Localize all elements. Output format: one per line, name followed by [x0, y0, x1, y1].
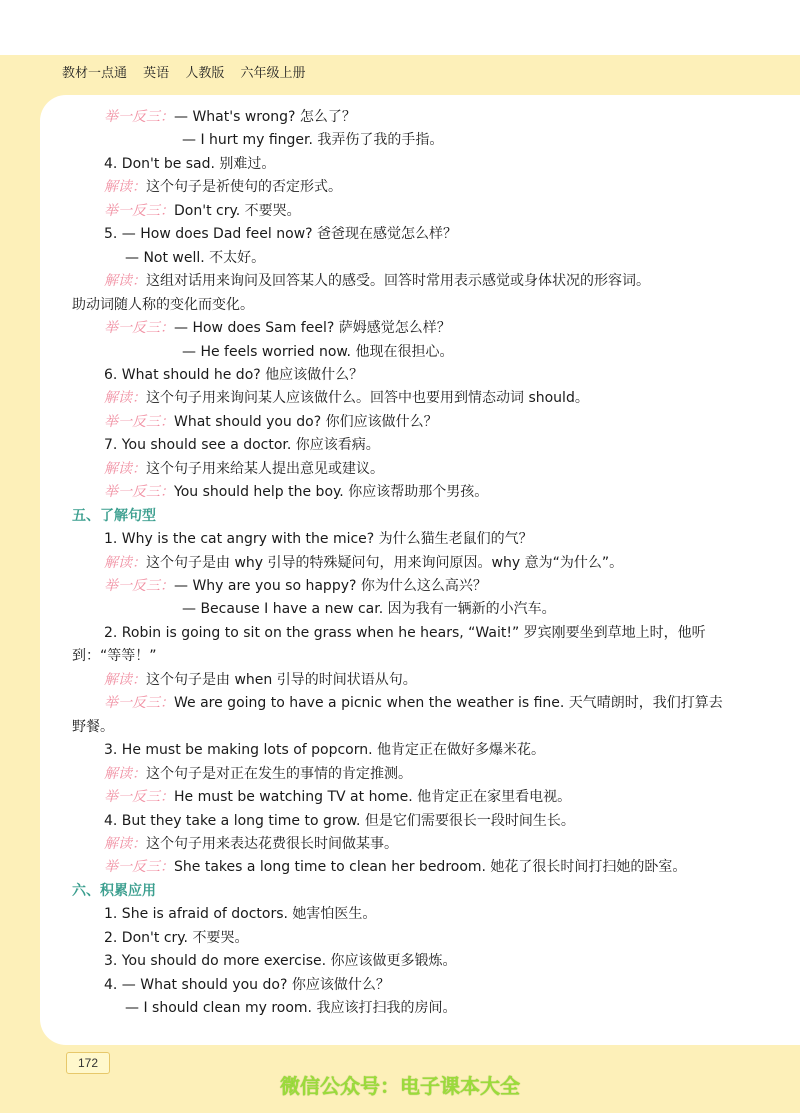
text-line: 5. — How does Dad feel now? 爸爸现在感觉怎么样？: [104, 226, 458, 243]
example-label: 举一反三：: [104, 695, 174, 712]
explanation-label: 解读：: [104, 179, 146, 196]
line-text: 这个句子是祈使句的否定形式。: [146, 179, 342, 196]
text-line: 助动词随人称的变化而变化。: [72, 296, 254, 313]
example-label: 举一反三：: [104, 578, 174, 594]
line-text: 这个句子是由 why 引导的特殊疑问句，用来询问原因。why 意为“为什么”。: [146, 554, 624, 571]
line-text: — Why are you so happy? 你为什么这么高兴？: [174, 578, 487, 594]
explanation-label: 解读：: [104, 554, 146, 571]
text-line: 4. — What should you do? 你应该做什么？: [104, 976, 390, 993]
text-line: [104, 459, 384, 479]
text-line: 2. Don't cry. 不要哭。: [104, 929, 249, 946]
footer-watermark: 微信公众号：电子课本大全: [280, 1074, 520, 1098]
page-header: [62, 62, 317, 81]
text-line: 野餐。: [72, 718, 114, 735]
text-line: [104, 576, 487, 596]
section-heading: 六、积累应用: [72, 882, 156, 899]
text-line: [104, 412, 438, 432]
line-text: 这个句子用来表达花费很长时间做某事。: [146, 835, 398, 852]
text-line: 7. You should see a doctor. 你应该看病。: [104, 437, 380, 454]
example-label: 举一反三：: [104, 320, 174, 337]
line-text: She takes a long time to clean her bedroom. 她花了很长时间打扫她的卧室。: [174, 859, 687, 876]
explanation-label: 解读：: [104, 671, 146, 688]
explanation-label: 解读：: [104, 765, 146, 782]
text-line: [104, 201, 301, 221]
text-line: 2. Robin is going to sit on the grass when he hears, “Wait!” 罗宾刚要坐到草地上时，他听: [104, 624, 706, 641]
explanation-label: 解读：: [104, 460, 146, 477]
line-text: — What's wrong? 怎么了？: [174, 109, 356, 125]
example-label: 举一反三：: [104, 484, 174, 501]
text-line: 1. Why is the cat angry with the mice? 为什么猫生老鼠们的气？: [104, 531, 533, 548]
text-line: [104, 834, 398, 854]
grade: 六年级上册: [240, 66, 306, 81]
explanation-label: 解读：: [104, 390, 146, 407]
top-stripe: [0, 0, 800, 55]
text-line: [104, 482, 488, 502]
line-text: 这个句子是对正在发生的事情的肯定推测。: [146, 765, 412, 782]
text-line: [104, 553, 623, 573]
line-text: What should you do? 你们应该做什么？: [174, 413, 438, 430]
text-line: 4. But they take a long time to grow. 但是它们需要很长一段时间生长。: [104, 812, 575, 829]
text-line: — I hurt my finger. 我弄伤了我的手指。: [182, 132, 444, 149]
line-text: — How does Sam feel? 萨姆感觉怎么样？: [174, 320, 451, 337]
text-line: — He feels worried now. 他现在很担心。: [182, 343, 454, 360]
text-line: [104, 177, 342, 197]
example-label: 举一反三：: [104, 789, 174, 806]
line-text: 这个句子用来询问某人应该做什么。回答中也要用到情态动词 should。: [146, 390, 589, 407]
line-text: You should help the boy. 你应该帮助那个男孩。: [174, 484, 489, 501]
text-line: 4. Don't be sad. 别难过。: [104, 155, 276, 172]
text-line: [104, 857, 686, 877]
text-line: [104, 271, 650, 291]
explanation-label: 解读：: [104, 273, 146, 290]
section-heading: 五、了解句型: [72, 507, 156, 524]
line-text: 这个句子是由 when 引导的时间状语从句。: [146, 671, 417, 688]
text-line: [104, 693, 723, 713]
text-line: 6. What should he do? 他应该做什么？: [104, 366, 364, 383]
line-text: He must be watching TV at home. 他肯定正在家里看电视。: [174, 789, 572, 806]
text-line: [104, 318, 451, 338]
text-line: — Not well. 不太好。: [125, 249, 266, 266]
text-line: [104, 764, 412, 784]
page-number: 172: [66, 1052, 110, 1074]
text-line: [104, 670, 417, 690]
text-line: 3. He must be making lots of popcorn. 他肯定正在做好多爆米花。: [104, 742, 546, 759]
example-label: 举一反三：: [104, 202, 174, 219]
text-line: 3. You should do more exercise. 你应该做更多锻炼。: [104, 953, 457, 970]
text-line: [104, 388, 589, 408]
explanation-label: 解读：: [104, 835, 146, 852]
line-text: Don't cry. 不要哭。: [174, 202, 301, 219]
example-label: 举一反三：: [104, 413, 174, 430]
line-text: We are going to have a picnic when the weather is fine. 天气晴朗时，我们打算去: [174, 695, 723, 712]
edition: 人教版: [185, 66, 225, 81]
text-line: [104, 107, 356, 127]
book-title: 教材一点通: [62, 66, 128, 81]
text-line: — Because I have a new car. 因为我有一辆新的小汽车。: [182, 601, 556, 618]
subject: 英语: [143, 66, 170, 81]
text-line: — I should clean my room. 我应该打扫我的房间。: [125, 1000, 457, 1017]
text-line: 到：“等等！”: [72, 648, 157, 665]
text-line: 1. She is afraid of doctors. 她害怕医生。: [104, 906, 377, 923]
example-label: 举一反三：: [104, 859, 174, 876]
example-label: 举一反三：: [104, 109, 174, 125]
text-line: [104, 787, 571, 807]
line-text: 这个句子用来给某人提出意见或建议。: [146, 460, 384, 477]
line-text: 这组对话用来询问及回答某人的感受。回答时常用表示感觉或身体状况的形容词。: [146, 273, 650, 290]
